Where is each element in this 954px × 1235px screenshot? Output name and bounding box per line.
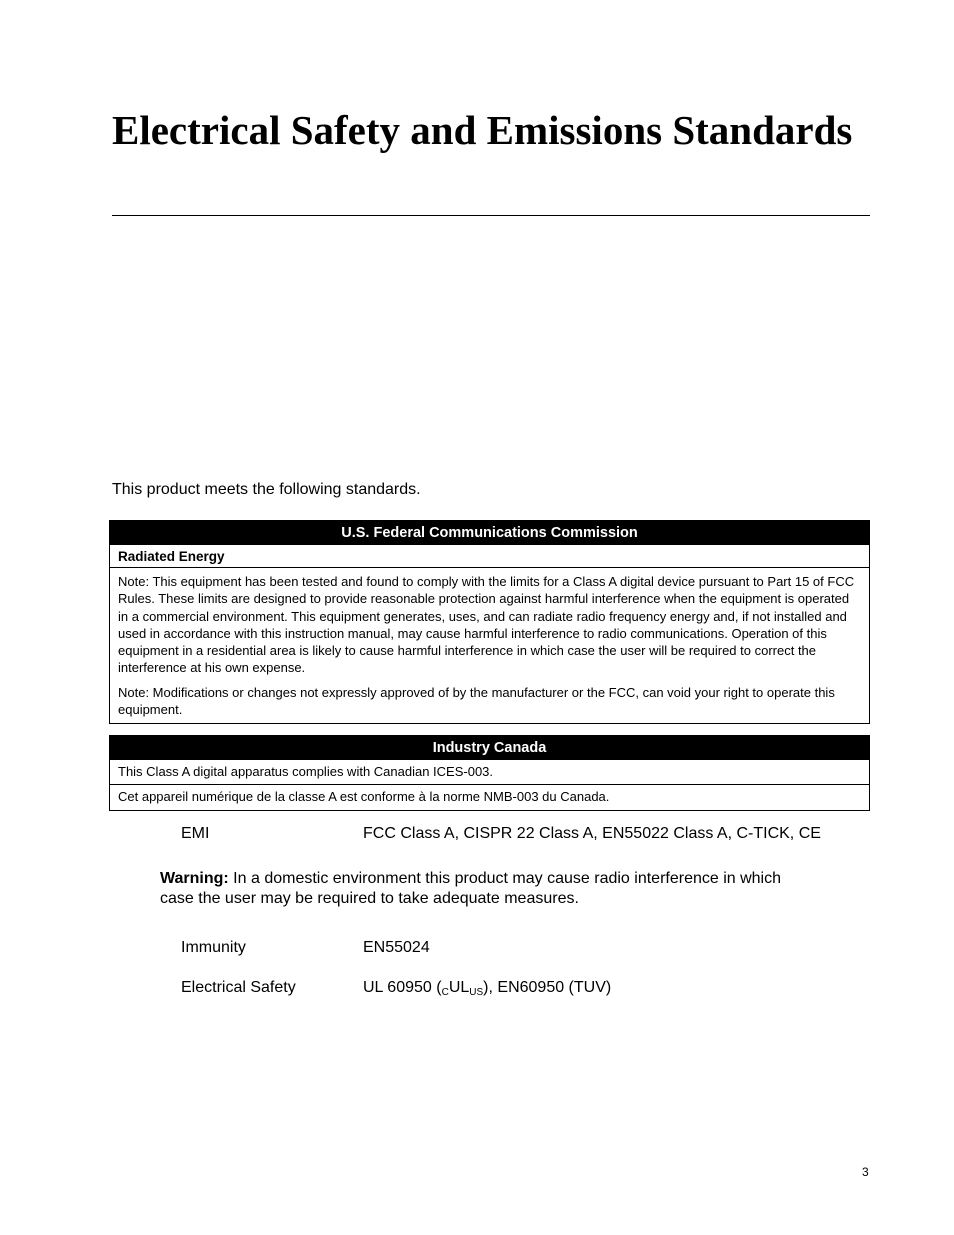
- safety-value-prefix: UL 60950 (: [363, 979, 442, 996]
- fcc-table: [109, 520, 870, 724]
- electrical-safety-label: Electrical Safety: [181, 979, 296, 996]
- fcc-table-subheader: Radiated Energy: [110, 545, 869, 568]
- emi-label: EMI: [181, 825, 210, 842]
- warning-text: In a domestic environment this product may cause radio interference in which case the user may be required to take adequate measures.: [160, 870, 782, 907]
- industry-canada-line-fr: Cet appareil numérique de la classe A est conforme à la norme NMB-003 du Canada.: [118, 789, 610, 805]
- fcc-note-modifications: Note: Modifications or changes not expressly approved of by the manufacturer or the FCC, can void your right to operate this equipment.: [118, 684, 835, 718]
- immunity-label: Immunity: [181, 939, 246, 956]
- industry-canada-table: [109, 735, 870, 811]
- safety-sub-us: US: [469, 987, 484, 998]
- immunity-value: EN55024: [363, 939, 430, 956]
- intro-text: This product meets the following standards.: [112, 481, 421, 498]
- safety-sub-c: C: [441, 987, 449, 998]
- safety-value-suffix: ), EN60950 (TUV): [483, 979, 612, 996]
- safety-value-ul: UL: [448, 979, 470, 996]
- fcc-note-compliance: Note: This equipment has been tested and found to comply with the limits for a Class A digital device pursuant to Part 15 of FCC Rules. These limits are designed to provide reasonable protection against harmful interference when the equipment is operated in a commercial environment. This equipment generates, uses, and can radiate radio frequency energy and, if not installed and used in accordance with this instruction manual, may cause harmful interference to radio communications. Operation of this equipment in a residential area is likely to cause harmful interference in which case the user will be required to correct the interference at his own expense.: [118, 574, 855, 676]
- page-title: Electrical Safety and Emissions Standards: [112, 107, 853, 153]
- warning-label: Warning:: [160, 870, 229, 887]
- industry-canada-header: Industry Canada: [110, 736, 869, 760]
- warning-note: [160, 869, 800, 909]
- fcc-table-header: U.S. Federal Communications Commission: [110, 521, 869, 545]
- electrical-safety-value: [363, 979, 611, 997]
- emi-value: FCC Class A, CISPR 22 Class A, EN55022 Class A, C-TICK, CE: [363, 825, 821, 842]
- title-divider: [112, 215, 870, 216]
- industry-canada-line-en: This Class A digital apparatus complies with Canadian ICES-003.: [110, 760, 869, 785]
- page-number: 3: [862, 1165, 869, 1179]
